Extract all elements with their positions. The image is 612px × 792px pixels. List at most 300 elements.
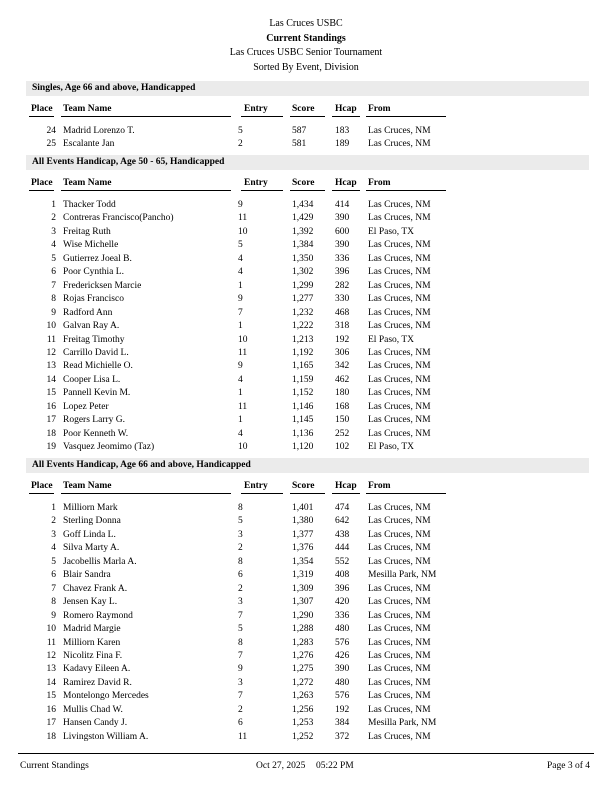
row-entry: 11 [238,347,248,358]
row-team-name: Poor Kenneth W. [63,428,129,439]
row-team-name: Fredericksen Marcie [63,280,142,291]
standings-row [0,347,612,360]
row-hcap: 642 [335,516,350,527]
row-score: 1,429 [292,213,314,224]
col-entry: Entry [244,178,268,188]
standings-row [0,226,612,239]
row-score: 1,272 [292,677,314,688]
row-hcap: 306 [335,347,350,358]
row-entry: 2 [238,139,243,150]
row-score: 1,145 [292,415,314,426]
row-entry: 3 [238,529,243,540]
row-score: 1,120 [292,442,314,453]
row-hcap: 480 [335,677,350,688]
standings-row [0,717,612,730]
row-entry: 4 [238,253,243,264]
row-score: 1,152 [292,388,314,399]
row-hcap: 102 [335,442,350,453]
row-entry: 10 [238,334,248,345]
row-entry: 6 [238,570,243,581]
section-title-singles-66: Singles, Age 66 and above, Handicapped [26,81,589,96]
row-place: 11 [46,334,56,345]
row-place: 10 [46,321,56,332]
col-score: Score [292,104,315,114]
standings-row [0,731,612,744]
col-hcap: Hcap [335,104,357,114]
row-hcap: 384 [335,718,350,729]
row-hcap: 480 [335,624,350,635]
row-team-name: Montelongo Mercedes [63,691,149,702]
footer-date: Oct 27, 2025 [256,761,306,771]
row-team-name: Livingston William A. [63,731,149,742]
row-place: 17 [46,415,56,426]
row-score: 1,354 [292,556,314,567]
standings-row [0,542,612,555]
section-title-allevents-66: All Events Handicap, Age 66 and above, Handicapped [26,458,589,473]
row-from: Las Cruces, NM [368,637,431,648]
row-from: El Paso, TX [368,442,415,453]
row-place: 5 [51,556,56,567]
col-team: Team Name [63,481,112,491]
row-team-name: Ramirez David R. [63,677,132,688]
standings-row [0,637,612,650]
row-place: 11 [46,637,56,648]
row-hcap: 342 [335,361,350,372]
row-team-name: Wise Michelle [63,240,119,251]
standings-row [0,623,612,636]
row-team-name: Milliorn Karen [63,637,121,648]
standings-row [0,253,612,266]
row-hcap: 390 [335,664,350,675]
col-team: Team Name [63,104,112,114]
row-team-name: Chavez Frank A. [63,583,128,594]
standings-row [0,596,612,609]
col-team: Team Name [63,178,112,188]
row-place: 1 [51,200,56,210]
row-team-name: Blair Sandra [63,570,111,581]
row-score: 1,401 [292,503,314,513]
row-team-name: Lopez Peter [63,401,109,412]
row-place: 4 [51,240,56,251]
row-hcap: 576 [335,637,350,648]
row-place: 25 [46,139,56,150]
row-team-name: Mullis Chad W. [63,704,123,715]
standings-row [0,334,612,347]
row-hcap: 396 [335,583,350,594]
row-team-name: Goff Linda L. [63,529,116,540]
row-team-name: Rogers Larry G. [63,415,125,426]
standings-row [0,280,612,293]
row-place: 14 [46,677,56,688]
row-score: 1,253 [292,718,314,729]
section-title-allevents-50-65: All Events Handicap, Age 50 - 65, Handicapped [26,155,589,170]
row-place: 13 [46,664,56,675]
row-score: 1,213 [292,334,314,345]
standings-row [0,690,612,703]
row-from: Las Cruces, NM [368,610,431,621]
standings-row [0,529,612,542]
row-score: 1,434 [292,200,314,210]
row-from: Las Cruces, NM [368,347,431,358]
row-entry: 3 [238,677,243,688]
row-team-name: Romero Raymond [63,610,133,621]
row-place: 18 [46,731,56,742]
row-team-name: Rojas Francisco [63,294,124,305]
row-from: Las Cruces, NM [368,240,431,251]
row-hcap: 336 [335,253,350,264]
row-entry: 4 [238,374,243,385]
row-score: 1,299 [292,280,314,291]
row-place: 16 [46,704,56,715]
row-hcap: 282 [335,280,350,291]
row-entry: 2 [238,583,243,594]
row-hcap: 438 [335,529,350,540]
row-entry: 1 [238,280,243,291]
row-entry: 9 [238,361,243,372]
standings-row [0,428,612,441]
row-place: 19 [46,442,56,453]
standings-row [0,199,612,212]
standings-row [0,677,612,690]
row-from: Las Cruces, NM [368,388,431,399]
row-entry: 1 [238,388,243,399]
standings-row [0,212,612,225]
row-score: 1,380 [292,516,314,527]
row-score: 1,319 [292,570,314,581]
report-title: Current Standings [266,33,346,44]
row-from: Las Cruces, NM [368,597,431,608]
standings-row [0,414,612,427]
row-from: Mesilla Park, NM [368,718,437,729]
row-score: 1,263 [292,691,314,702]
standings-row [0,515,612,528]
row-team-name: Carrillo David L. [63,347,129,358]
row-from: Las Cruces, NM [368,139,431,150]
row-from: Las Cruces, NM [368,126,431,136]
row-team-name: Read Michielle O. [63,361,133,372]
footer-rule [18,753,594,754]
row-hcap: 426 [335,650,350,661]
row-from: Las Cruces, NM [368,650,431,661]
row-entry: 4 [238,267,243,278]
row-team-name: Radford Ann [63,307,113,318]
standings-row [0,125,612,138]
row-place: 12 [46,650,56,661]
row-entry: 10 [238,442,248,453]
row-team-name: Jensen Kay L. [63,597,118,608]
row-hcap: 252 [335,428,350,439]
row-from: Las Cruces, NM [368,307,431,318]
row-entry: 6 [238,718,243,729]
row-from: Las Cruces, NM [368,253,431,264]
row-from: Las Cruces, NM [368,664,431,675]
standings-row [0,569,612,582]
row-hcap: 468 [335,307,350,318]
row-entry: 1 [238,415,243,426]
row-hcap: 552 [335,556,350,567]
row-score: 1,377 [292,529,314,540]
row-place: 8 [51,597,56,608]
col-hcap: Hcap [335,178,357,188]
row-place: 1 [51,503,56,513]
row-place: 15 [46,691,56,702]
row-place: 3 [51,529,56,540]
row-entry: 11 [238,213,248,224]
row-entry: 3 [238,597,243,608]
standings-row [0,387,612,400]
row-entry: 8 [238,637,243,648]
row-from: Las Cruces, NM [368,516,431,527]
row-from: Las Cruces, NM [368,556,431,567]
row-from: Las Cruces, NM [368,200,431,210]
col-from: From [368,481,391,491]
col-entry: Entry [244,104,268,114]
row-score: 581 [292,139,307,150]
row-entry: 2 [238,704,243,715]
row-from: Las Cruces, NM [368,361,431,372]
row-place: 9 [51,610,56,621]
standings-row [0,650,612,663]
org-name: Las Cruces USBC [269,18,343,29]
row-score: 1,136 [292,428,314,439]
col-entry: Entry [244,481,268,491]
row-hcap: 420 [335,597,350,608]
row-place: 13 [46,361,56,372]
standings-row [0,293,612,306]
row-team-name: Freitag Ruth [63,226,111,237]
row-from: Las Cruces, NM [368,624,431,635]
row-hcap: 372 [335,731,350,742]
row-from: Las Cruces, NM [368,583,431,594]
row-hcap: 150 [335,415,350,426]
row-place: 17 [46,718,56,729]
tournament-name: Las Cruces USBC Senior Tournament [229,47,383,58]
row-team-name: Poor Cynthia L. [63,267,124,278]
standings-row [0,704,612,717]
row-score: 1,222 [292,321,314,332]
row-score: 1,384 [292,240,314,251]
row-score: 1,392 [292,226,314,237]
footer-page-number: Page 3 of 4 [547,761,591,771]
footer-report-name: Current Standings [20,761,89,771]
standings-row [0,320,612,333]
row-score: 1,288 [292,624,314,635]
col-from: From [368,104,391,114]
row-score: 1,309 [292,583,314,594]
col-from: From [368,178,391,188]
row-from: Las Cruces, NM [368,704,431,715]
standings-row [0,610,612,623]
row-score: 1,277 [292,294,314,305]
row-hcap: 189 [335,139,350,150]
row-from: Las Cruces, NM [368,677,431,688]
row-score: 1,146 [292,401,314,412]
row-hcap: 600 [335,226,350,237]
row-entry: 9 [238,200,243,210]
row-score: 1,159 [292,374,314,385]
row-from: Las Cruces, NM [368,280,431,291]
row-hcap: 192 [335,334,350,345]
standings-row [0,663,612,676]
row-team-name: Madrid Margie [63,624,121,635]
row-entry: 7 [238,610,243,621]
standings-row [0,401,612,414]
row-entry: 2 [238,543,243,554]
row-hcap: 408 [335,570,350,581]
col-score: Score [292,481,315,491]
row-hcap: 462 [335,374,350,385]
row-from: Las Cruces, NM [368,401,431,412]
footer-time: 05:22 PM [316,761,354,771]
row-team-name: Thacker Todd [63,200,116,210]
row-place: 6 [51,267,56,278]
row-hcap: 336 [335,610,350,621]
standings-row [0,138,612,151]
row-hcap: 168 [335,401,350,412]
row-hcap: 396 [335,267,350,278]
row-score: 587 [292,126,307,136]
col-place: Place [31,481,53,491]
row-entry: 8 [238,556,243,567]
row-place: 7 [51,280,56,291]
standings-row [0,583,612,596]
row-hcap: 180 [335,388,350,399]
row-from: Las Cruces, NM [368,321,431,332]
standings-row [0,441,612,454]
row-hcap: 390 [335,213,350,224]
row-from: Las Cruces, NM [368,213,431,224]
col-place: Place [31,104,53,114]
standings-row [0,502,612,515]
row-team-name: Hansen Candy J. [63,718,128,729]
standings-row [0,266,612,279]
row-from: Las Cruces, NM [368,543,431,554]
row-team-name: Contreras Francisco(Pancho) [63,213,174,224]
standings-row [0,374,612,387]
row-hcap: 414 [335,200,350,210]
row-score: 1,283 [292,637,314,648]
col-place: Place [31,178,53,188]
row-team-name: Galvan Ray A. [63,321,120,332]
row-entry: 7 [238,691,243,702]
row-entry: 1 [238,321,243,332]
row-score: 1,256 [292,704,314,715]
row-place: 5 [51,253,56,264]
row-team-name: Sterling Donna [63,516,121,527]
row-team-name: Kadavy Eileen A. [63,664,131,675]
row-score: 1,232 [292,307,314,318]
row-from: Las Cruces, NM [368,415,431,426]
row-place: 10 [46,624,56,635]
row-hcap: 474 [335,503,350,513]
row-team-name: Pannell Kevin M. [63,388,131,399]
standings-row [0,307,612,320]
row-from: Las Cruces, NM [368,529,431,540]
row-hcap: 318 [335,321,350,332]
row-place: 14 [46,374,56,385]
standings-row [0,360,612,373]
row-hcap: 192 [335,704,350,715]
standings-row [0,556,612,569]
row-hcap: 390 [335,240,350,251]
row-place: 4 [51,543,56,554]
row-score: 1,302 [292,267,314,278]
row-entry: 8 [238,503,243,513]
row-score: 1,192 [292,347,314,358]
row-entry: 5 [238,624,243,635]
row-place: 24 [46,126,56,136]
row-score: 1,376 [292,543,314,554]
row-team-name: Madrid Lorenzo T. [63,126,135,136]
row-score: 1,165 [292,361,314,372]
row-team-name: Nicolitz Fina F. [63,650,123,661]
row-team-name: Freitag Timothy [63,334,125,345]
row-place: 3 [51,226,56,237]
row-from: Las Cruces, NM [368,503,431,513]
row-team-name: Milliorn Mark [63,503,118,513]
row-place: 7 [51,583,56,594]
row-team-name: Vasquez Jeomimo (Taz) [63,442,155,453]
row-team-name: Cooper Lisa L. [63,374,121,385]
row-team-name: Jacobellis Marla A. [63,556,137,567]
row-entry: 10 [238,226,248,237]
row-team-name: Gutierrez Joeal B. [63,253,132,264]
standings-row [0,239,612,252]
sort-order: Sorted By Event, Division [253,62,359,73]
row-entry: 9 [238,664,243,675]
row-place: 16 [46,401,56,412]
row-place: 2 [51,213,56,224]
row-place: 15 [46,388,56,399]
row-place: 8 [51,294,56,305]
row-place: 6 [51,570,56,581]
row-score: 1,350 [292,253,314,264]
row-entry: 11 [238,731,248,742]
row-from: Las Cruces, NM [368,294,431,305]
row-entry: 9 [238,294,243,305]
row-team-name: Escalante Jan [63,139,115,150]
row-hcap: 183 [335,126,350,136]
row-from: El Paso, TX [368,334,415,345]
row-from: Las Cruces, NM [368,267,431,278]
row-place: 18 [46,428,56,439]
row-hcap: 444 [335,543,350,554]
row-entry: 5 [238,126,243,136]
row-entry: 5 [238,240,243,251]
row-score: 1,252 [292,731,314,742]
row-team-name: Silva Marty A. [63,543,120,554]
row-score: 1,275 [292,664,314,675]
row-from: Las Cruces, NM [368,691,431,702]
row-score: 1,290 [292,610,314,621]
row-from: Mesilla Park, NM [368,570,437,581]
row-hcap: 330 [335,294,350,305]
row-from: Las Cruces, NM [368,374,431,385]
row-place: 2 [51,516,56,527]
row-entry: 7 [238,307,243,318]
row-score: 1,276 [292,650,314,661]
row-entry: 7 [238,650,243,661]
row-score: 1,307 [292,597,314,608]
row-from: El Paso, TX [368,226,415,237]
col-hcap: Hcap [335,481,357,491]
row-entry: 5 [238,516,243,527]
row-entry: 4 [238,428,243,439]
col-score: Score [292,178,315,188]
row-place: 9 [51,307,56,318]
row-from: Las Cruces, NM [368,428,431,439]
row-place: 12 [46,347,56,358]
